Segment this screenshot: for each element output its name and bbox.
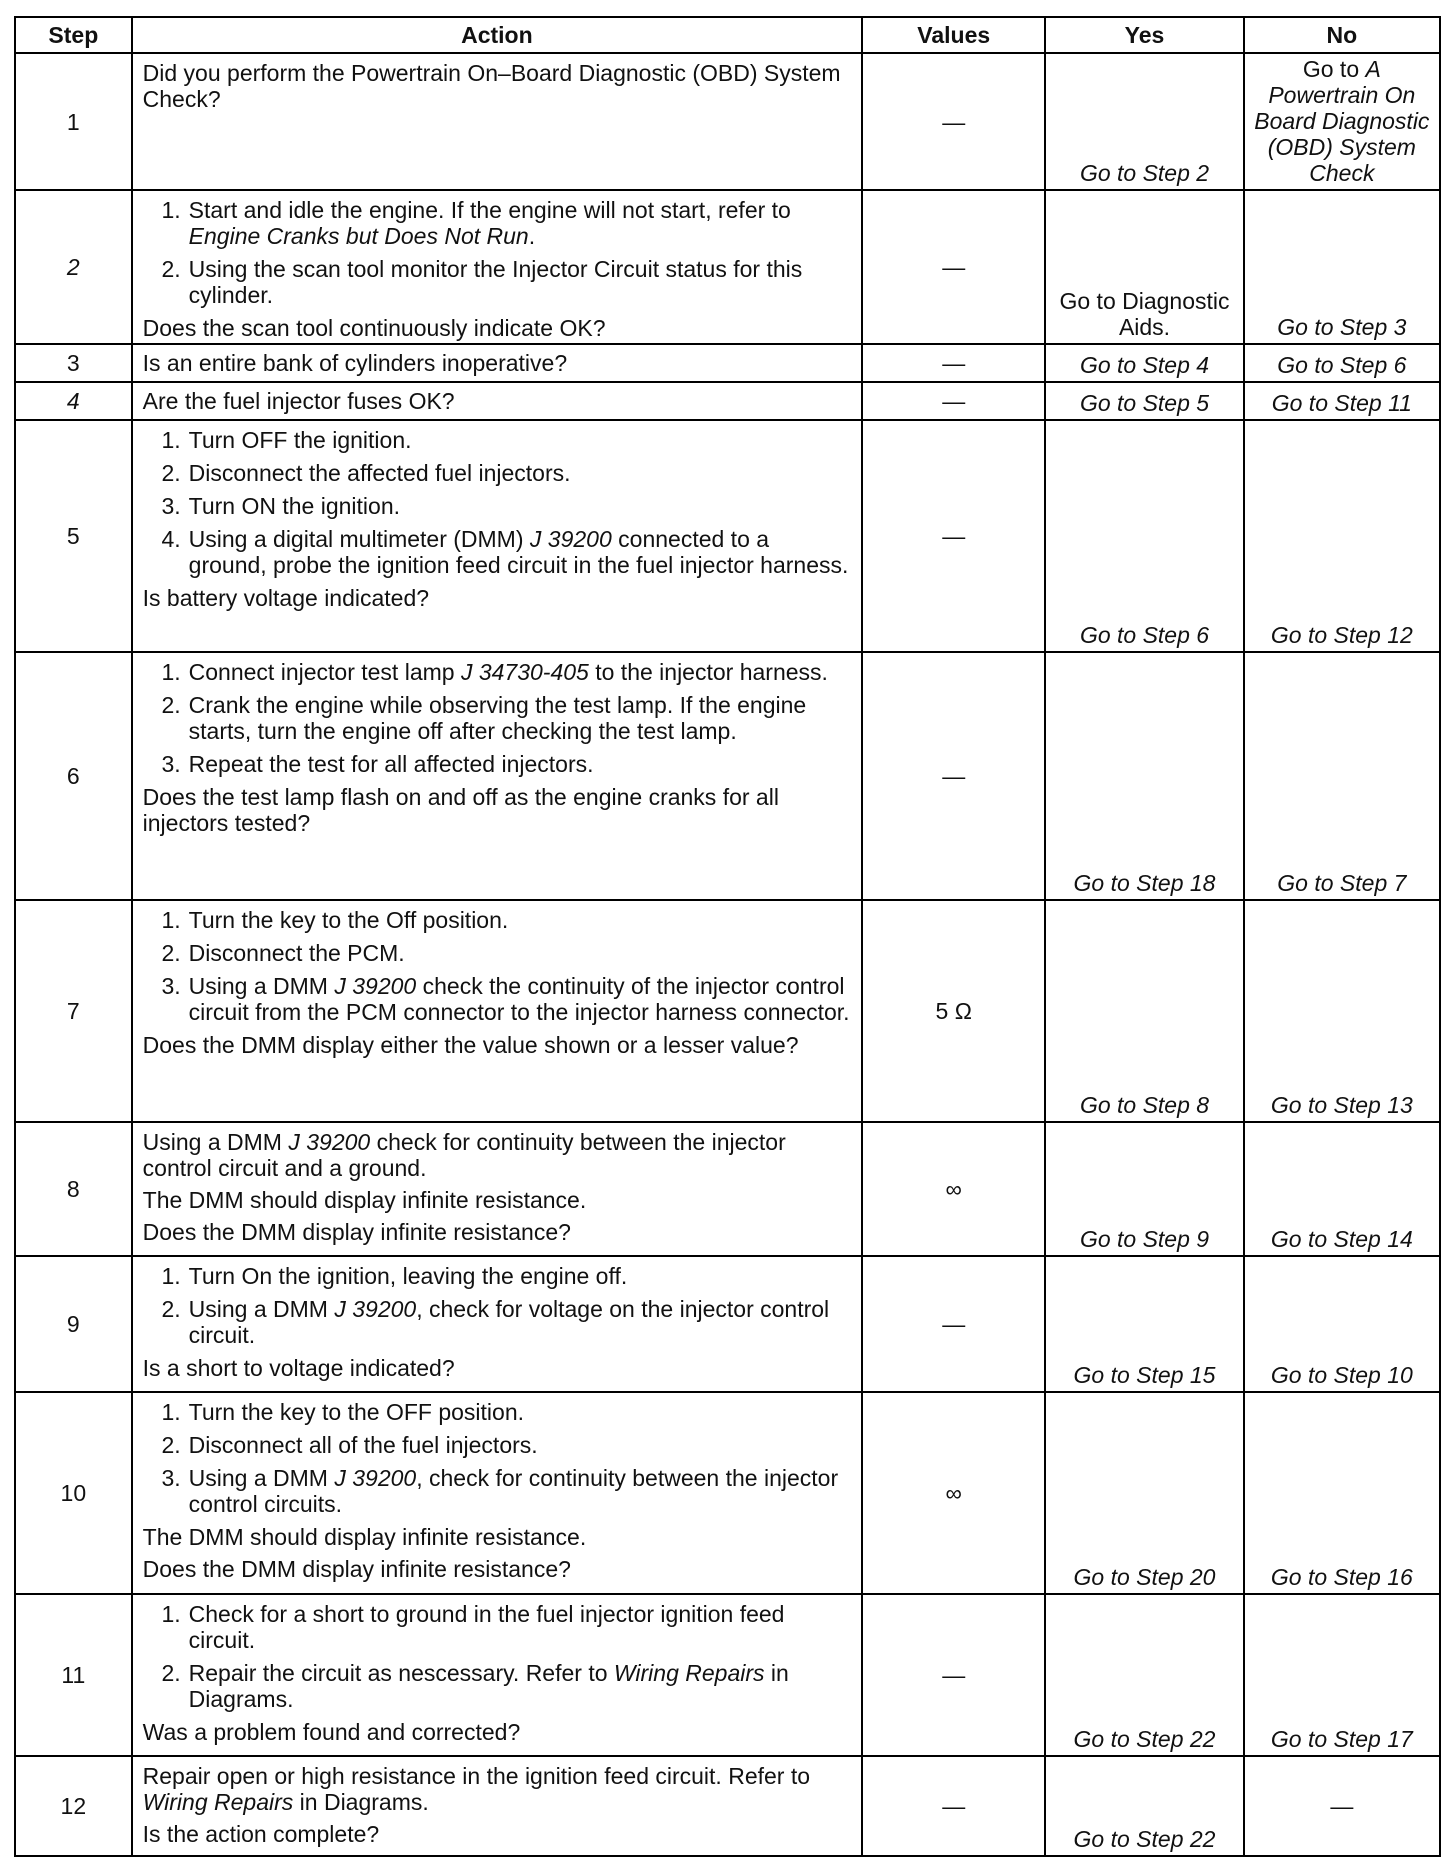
list-item (143, 493, 853, 519)
action-cell (132, 53, 862, 190)
goto-link[interactable]: Go to Step 6 (1079, 622, 1210, 648)
action-list (143, 427, 853, 578)
value-cell: — (862, 1756, 1045, 1856)
goto-link[interactable]: Go to Step 18 (1073, 870, 1216, 896)
goto-link[interactable]: Go to Step 17 (1270, 1726, 1413, 1752)
list-number: 4. (161, 526, 181, 552)
reference-link[interactable]: Wiring Repairs (142, 1789, 294, 1815)
value-cell: — (862, 652, 1045, 900)
list-text: Using a DMM (188, 973, 335, 999)
value-cell: 5 Ω (862, 900, 1045, 1122)
goto-link[interactable]: Go to Step 5 (1079, 390, 1210, 416)
yes-cell (1045, 1756, 1243, 1856)
action-question: Is battery voltage indicated? (142, 585, 430, 611)
header-no: No (1244, 17, 1440, 53)
goto-link[interactable]: Go to Step 11 (1271, 390, 1412, 416)
list-item (143, 197, 853, 249)
action-question: Was a problem found and corrected? (142, 1719, 521, 1745)
yes-cell (1045, 652, 1243, 900)
step-number: 7 (15, 900, 132, 1122)
step-number: 5 (15, 420, 132, 652)
list-number: 1. (161, 1263, 181, 1289)
list-item (143, 659, 853, 685)
action-list (143, 659, 853, 777)
list-item (143, 940, 853, 966)
list-number: 3. (161, 1465, 181, 1491)
action-cell (132, 382, 862, 420)
no-cell (1244, 1256, 1440, 1392)
list-text: Turn the key to the OFF position. (188, 1399, 525, 1425)
list-text: Using the scan tool monitor the Injector Circuit status for this cylinder. (188, 256, 803, 308)
value-cell: ∞ (862, 1122, 1045, 1256)
list-number: 3. (161, 973, 181, 999)
no-cell: — (1244, 1756, 1440, 1856)
list-text: Check for a short to ground in the fuel injector ignition feed circuit. (188, 1601, 785, 1653)
action-question: Does the scan tool continuously indicate OK? (142, 315, 606, 341)
step-number: 2 (15, 190, 132, 344)
goto-link[interactable]: Go to Step 3 (1277, 314, 1407, 340)
table-row (15, 382, 1440, 420)
step-number: 1 (15, 53, 132, 190)
list-text: Turn ON the ignition. (188, 493, 401, 519)
list-item (143, 1263, 853, 1289)
yes-cell (1045, 420, 1243, 652)
yes-cell (1045, 1392, 1243, 1594)
list-item (143, 427, 853, 453)
no-cell (1244, 900, 1440, 1122)
list-text: Using a digital multimeter (DMM) (188, 526, 530, 552)
step-number: 11 (15, 1594, 132, 1756)
list-item (143, 460, 853, 486)
list-number: 3. (161, 751, 181, 777)
action-text (143, 1763, 853, 1815)
table-row (15, 1122, 1440, 1256)
action-cell (132, 190, 862, 344)
list-text: connected to a ground, probe the ignition feed circuit in the fuel injector harness. (188, 526, 849, 578)
value-cell: — (862, 344, 1045, 382)
action-list (143, 197, 853, 308)
tool-reference: J 34730-405 (460, 659, 589, 685)
yes-cell (1045, 900, 1243, 1122)
table-row (15, 1392, 1440, 1594)
list-text: Crank the engine while observing the test lamp. If the engine starts, turn the engine off after checking the test lamp. (188, 692, 807, 744)
list-number: 1. (161, 427, 181, 453)
value-cell: — (862, 420, 1045, 652)
list-number: 2. (161, 1660, 181, 1686)
value-cell: — (862, 1594, 1045, 1756)
action-cell (132, 900, 862, 1122)
list-text: Disconnect all of the fuel injectors. (188, 1432, 538, 1458)
yes-cell (1045, 190, 1243, 344)
action-list (143, 907, 853, 1025)
action-note: The DMM should display infinite resistance. (142, 1187, 587, 1213)
goto-link[interactable]: A Powertrain On Board Diagnostic (OBD) System Check (1254, 56, 1430, 186)
action-list (143, 1399, 853, 1517)
no-cell (1244, 1122, 1440, 1256)
list-text: Repair the circuit as nescessary. Refer to (188, 1660, 614, 1686)
no-cell (1244, 382, 1440, 420)
value-cell: ∞ (862, 1392, 1045, 1594)
action-text: Did you perform the Powertrain On–Board Diagnostic (OBD) System Check? (142, 60, 841, 112)
list-number: 1. (161, 1601, 181, 1627)
goto-link[interactable]: Go to Step 20 (1073, 1564, 1216, 1590)
yes-cell (1045, 53, 1243, 190)
table-row (15, 1594, 1440, 1756)
value-cell: — (862, 190, 1045, 344)
goto-link[interactable]: Go to Step 6 (1277, 352, 1407, 378)
action-cell (132, 652, 862, 900)
list-item (143, 526, 853, 578)
yes-cell (1045, 382, 1243, 420)
list-text: Connect injector test lamp (188, 659, 461, 685)
list-number: 1. (161, 197, 181, 223)
action-question: Does the DMM display either the value shown or a lesser value? (142, 1032, 799, 1058)
list-number: 2. (161, 1432, 181, 1458)
yes-cell (1045, 1594, 1243, 1756)
list-item (143, 907, 853, 933)
yes-cell (1045, 344, 1243, 382)
action-text-part: check for continuity between the injector control circuit and a ground. (142, 1129, 786, 1181)
action-text: Is an entire bank of cylinders inoperative? (142, 350, 568, 376)
no-cell (1244, 344, 1440, 382)
list-number: 1. (161, 1399, 181, 1425)
list-number: 1. (161, 659, 181, 685)
action-text-part: Repair open or high resistance in the ignition feed circuit. Refer to (142, 1763, 811, 1789)
goto-link[interactable]: Go to Step 4 (1079, 352, 1210, 378)
list-item (143, 1601, 853, 1653)
list-text: Turn OFF the ignition. (188, 427, 412, 453)
value-cell: — (862, 53, 1045, 190)
list-text: Repeat the test for all affected injectors. (188, 751, 594, 777)
list-number: 1. (161, 907, 181, 933)
list-item (143, 1465, 853, 1517)
action-question: Is the action complete? (142, 1821, 380, 1847)
list-text: to the injector harness. (588, 659, 828, 685)
list-item (143, 1296, 853, 1348)
table-row (15, 190, 1440, 344)
goto-link[interactable]: Go to Step 15 (1073, 1362, 1216, 1388)
header-yes: Yes (1045, 17, 1243, 53)
list-text: , check for continuity between the injector control circuits. (188, 1465, 839, 1517)
action-question: Is a short to voltage indicated? (142, 1355, 455, 1381)
list-number: 3. (161, 493, 181, 519)
no-cell (1244, 190, 1440, 344)
action-question: Does the test lamp flash on and off as the engine cranks for all injectors tested? (142, 784, 779, 836)
action-list (143, 1263, 853, 1348)
step-number: 8 (15, 1122, 132, 1256)
action-cell (132, 1594, 862, 1756)
action-text-part: in Diagrams. (293, 1789, 429, 1815)
action-cell (132, 1392, 862, 1594)
step-number: 10 (15, 1392, 132, 1594)
table-row (15, 53, 1440, 190)
table-row (15, 344, 1440, 382)
tool-reference: J 39200 (334, 973, 417, 999)
action-cell (132, 344, 862, 382)
list-item (143, 692, 853, 744)
goto-link[interactable]: Go to Step 13 (1270, 1092, 1413, 1118)
goto-link[interactable]: Go to Step 12 (1270, 622, 1413, 648)
reference-link[interactable]: Wiring Repairs (613, 1660, 765, 1686)
goto-link[interactable]: Go to Step 9 (1079, 1226, 1210, 1252)
list-text: Disconnect the affected fuel injectors. (188, 460, 571, 486)
action-text (143, 1129, 853, 1181)
list-item (143, 1432, 853, 1458)
step-number: 9 (15, 1256, 132, 1392)
list-text: , check for voltage on the injector control circuit. (188, 1296, 830, 1348)
list-text: . (528, 223, 536, 249)
action-text-part: Using a DMM (142, 1129, 289, 1155)
goto-link[interactable]: Go to Step 22 (1073, 1826, 1216, 1852)
list-item (143, 973, 853, 1025)
list-number: 2. (161, 256, 181, 282)
list-number: 2. (161, 1296, 181, 1322)
reference-link[interactable]: Engine Cranks but Does Not Run (188, 223, 529, 249)
goto-link[interactable]: Go to Step 22 (1073, 1726, 1216, 1752)
goto-link[interactable]: Go to Step 10 (1270, 1362, 1413, 1388)
yes-cell (1045, 1122, 1243, 1256)
list-text: Using a DMM (188, 1465, 335, 1491)
no-cell (1244, 420, 1440, 652)
list-item (143, 1660, 853, 1712)
list-text: check the continuity of the injector control circuit from the PCM connector to the injector harness connector. (188, 973, 850, 1025)
value-cell: — (862, 382, 1045, 420)
table-row (15, 900, 1440, 1122)
goto-link[interactable]: Go to Step 7 (1277, 870, 1407, 896)
action-cell (132, 420, 862, 652)
no-cell (1244, 652, 1440, 900)
header-values: Values (862, 17, 1045, 53)
list-number: 2. (161, 692, 181, 718)
tool-reference: J 39200 (334, 1296, 417, 1322)
tool-reference: J 39200 (529, 526, 612, 552)
goto-link[interactable]: Go to Step 8 (1079, 1092, 1210, 1118)
no-cell (1244, 1594, 1440, 1756)
action-question: Does the DMM display infinite resistance? (142, 1219, 571, 1245)
action-cell (132, 1122, 862, 1256)
action-question: Does the DMM display infinite resistance? (142, 1556, 571, 1582)
tool-reference: J 39200 (334, 1465, 417, 1491)
yes-cell (1045, 1256, 1243, 1392)
list-text: Turn the key to the Off position. (188, 907, 509, 933)
header-step: Step (15, 17, 132, 53)
diagnostic-table (14, 16, 1441, 1857)
value-cell: — (862, 1256, 1045, 1392)
table-row (15, 1256, 1440, 1392)
step-number: 4 (15, 382, 132, 420)
goto-prefix: Go to (1302, 56, 1366, 82)
goto-link[interactable]: Go to Diagnostic Aids. (1059, 288, 1230, 340)
action-cell (132, 1256, 862, 1392)
step-number: 6 (15, 652, 132, 900)
list-text: in Diagrams. (188, 1660, 789, 1712)
action-note: The DMM should display infinite resistance. (142, 1524, 587, 1550)
action-cell (132, 1756, 862, 1856)
table-row (15, 1756, 1440, 1856)
goto-link[interactable]: Go to Step 2 (1079, 160, 1210, 186)
list-number: 2. (161, 460, 181, 486)
list-item (143, 751, 853, 777)
list-text: Start and idle the engine. If the engine will not start, refer to (188, 197, 791, 223)
list-number: 2. (161, 940, 181, 966)
list-text: Using a DMM (188, 1296, 335, 1322)
header-action: Action (132, 17, 862, 53)
step-number: 3 (15, 344, 132, 382)
goto-link[interactable]: Go to Step 14 (1270, 1226, 1413, 1252)
table-row (15, 652, 1440, 900)
tool-reference: J 39200 (288, 1129, 371, 1155)
no-cell (1244, 53, 1440, 190)
no-cell (1244, 1392, 1440, 1594)
action-list (143, 1601, 853, 1712)
header-row (15, 17, 1440, 53)
action-text: Are the fuel injector fuses OK? (142, 388, 455, 414)
step-number: 12 (15, 1756, 132, 1856)
list-text: Turn On the ignition, leaving the engine off. (188, 1263, 628, 1289)
list-text: Disconnect the PCM. (188, 940, 405, 966)
goto-link[interactable]: Go to Step 16 (1270, 1564, 1413, 1590)
list-item (143, 1399, 853, 1425)
table-row (15, 420, 1440, 652)
list-item (143, 256, 853, 308)
